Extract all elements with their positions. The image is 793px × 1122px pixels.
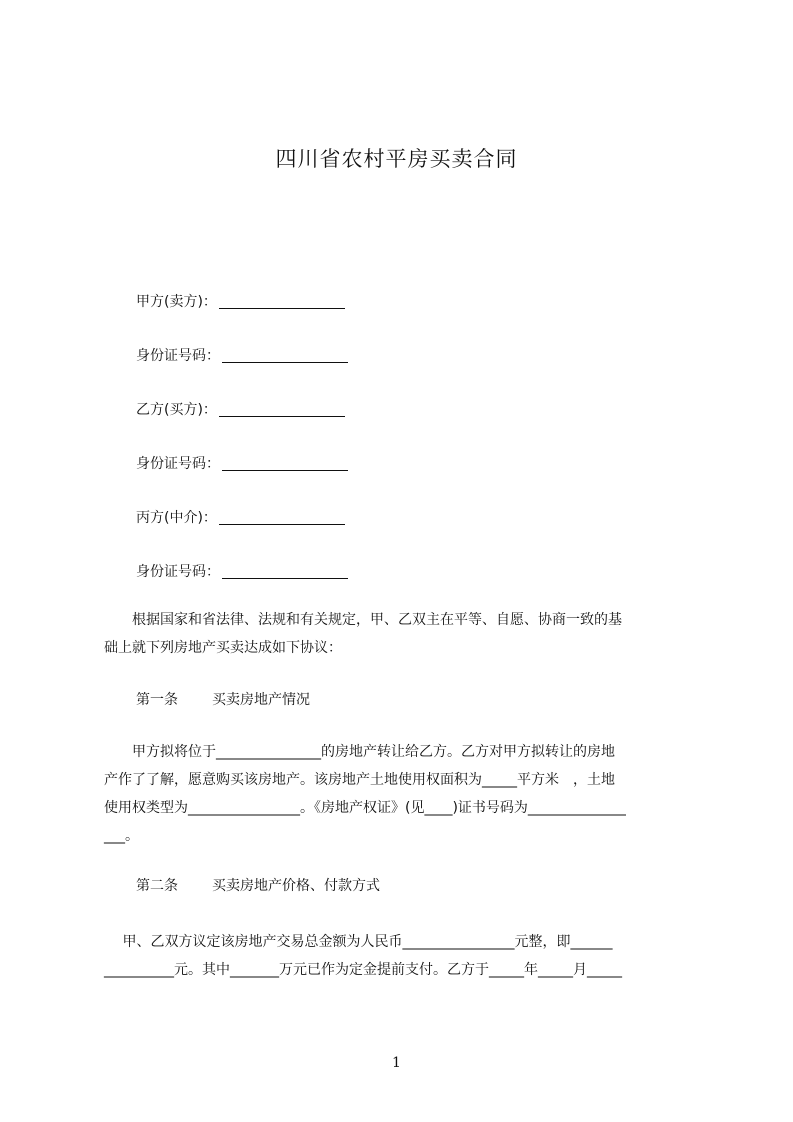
- agent-id-blank: [222, 563, 348, 579]
- buyer-id-label: 身份证号码：: [136, 456, 220, 472]
- article1-heading: [136, 690, 310, 710]
- seller-id-label: 身份证号码：: [136, 348, 220, 364]
- article2-number: 第二条: [136, 878, 178, 894]
- document-title: 四川省农村平房买卖合同: [275, 147, 518, 171]
- article1-line-3: 使用权类型为________________。《房地产权证》(见____)证书号码为______________: [104, 800, 626, 816]
- seller-id-blank: [222, 347, 348, 363]
- buyer-label: 乙方(买方)：: [136, 402, 217, 418]
- agent-blank: [219, 509, 345, 525]
- agent-label: 丙方(中介)：: [136, 510, 217, 526]
- article2-heading: [136, 876, 380, 896]
- seller-blank: [219, 293, 345, 309]
- article1-number: 第一条: [136, 692, 178, 708]
- buyer-id-field: [136, 454, 348, 474]
- intro-paragraph: [104, 606, 704, 662]
- intro-line-2: 础上就下列房地产买卖达成如下协议：: [104, 640, 342, 656]
- article1-body: [104, 738, 704, 850]
- seller-field: [136, 292, 345, 312]
- seller-label: 甲方(卖方)：: [136, 294, 217, 310]
- article1-line-2: 产作了了解，愿意购买该房地产。该房地产土地使用权面积为_____平方米 ，土地: [104, 772, 615, 788]
- intro-line-1: 根据国家和省法律、法规和有关规定，甲、乙双主在平等、自愿、协商一致的基: [104, 612, 622, 628]
- buyer-id-blank: [222, 455, 348, 471]
- seller-id-field: [136, 346, 348, 366]
- agent-id-label: 身份证号码：: [136, 564, 220, 580]
- buyer-field: [136, 400, 345, 420]
- article1-title: 买卖房地产情况: [212, 692, 310, 708]
- article1-line-1: 甲方拟将位于_______________的房地产转让给乙方。乙方对甲方拟转让的房地: [104, 744, 615, 760]
- article2-line-1: 甲、乙双方议定该房地产交易总金额为人民币________________元整，即______: [104, 934, 613, 950]
- article1-line-4: ___。: [104, 828, 139, 844]
- buyer-blank: [219, 401, 345, 417]
- page-number: 1: [392, 1055, 401, 1071]
- article2-line-2: __________元。其中_______万元已作为定金提前支付。乙方于_____年_____月_____: [104, 962, 622, 978]
- agent-field: [136, 508, 345, 528]
- article2-body: [104, 928, 704, 984]
- article2-title: 买卖房地产价格、付款方式: [212, 878, 380, 894]
- agent-id-field: [136, 562, 348, 582]
